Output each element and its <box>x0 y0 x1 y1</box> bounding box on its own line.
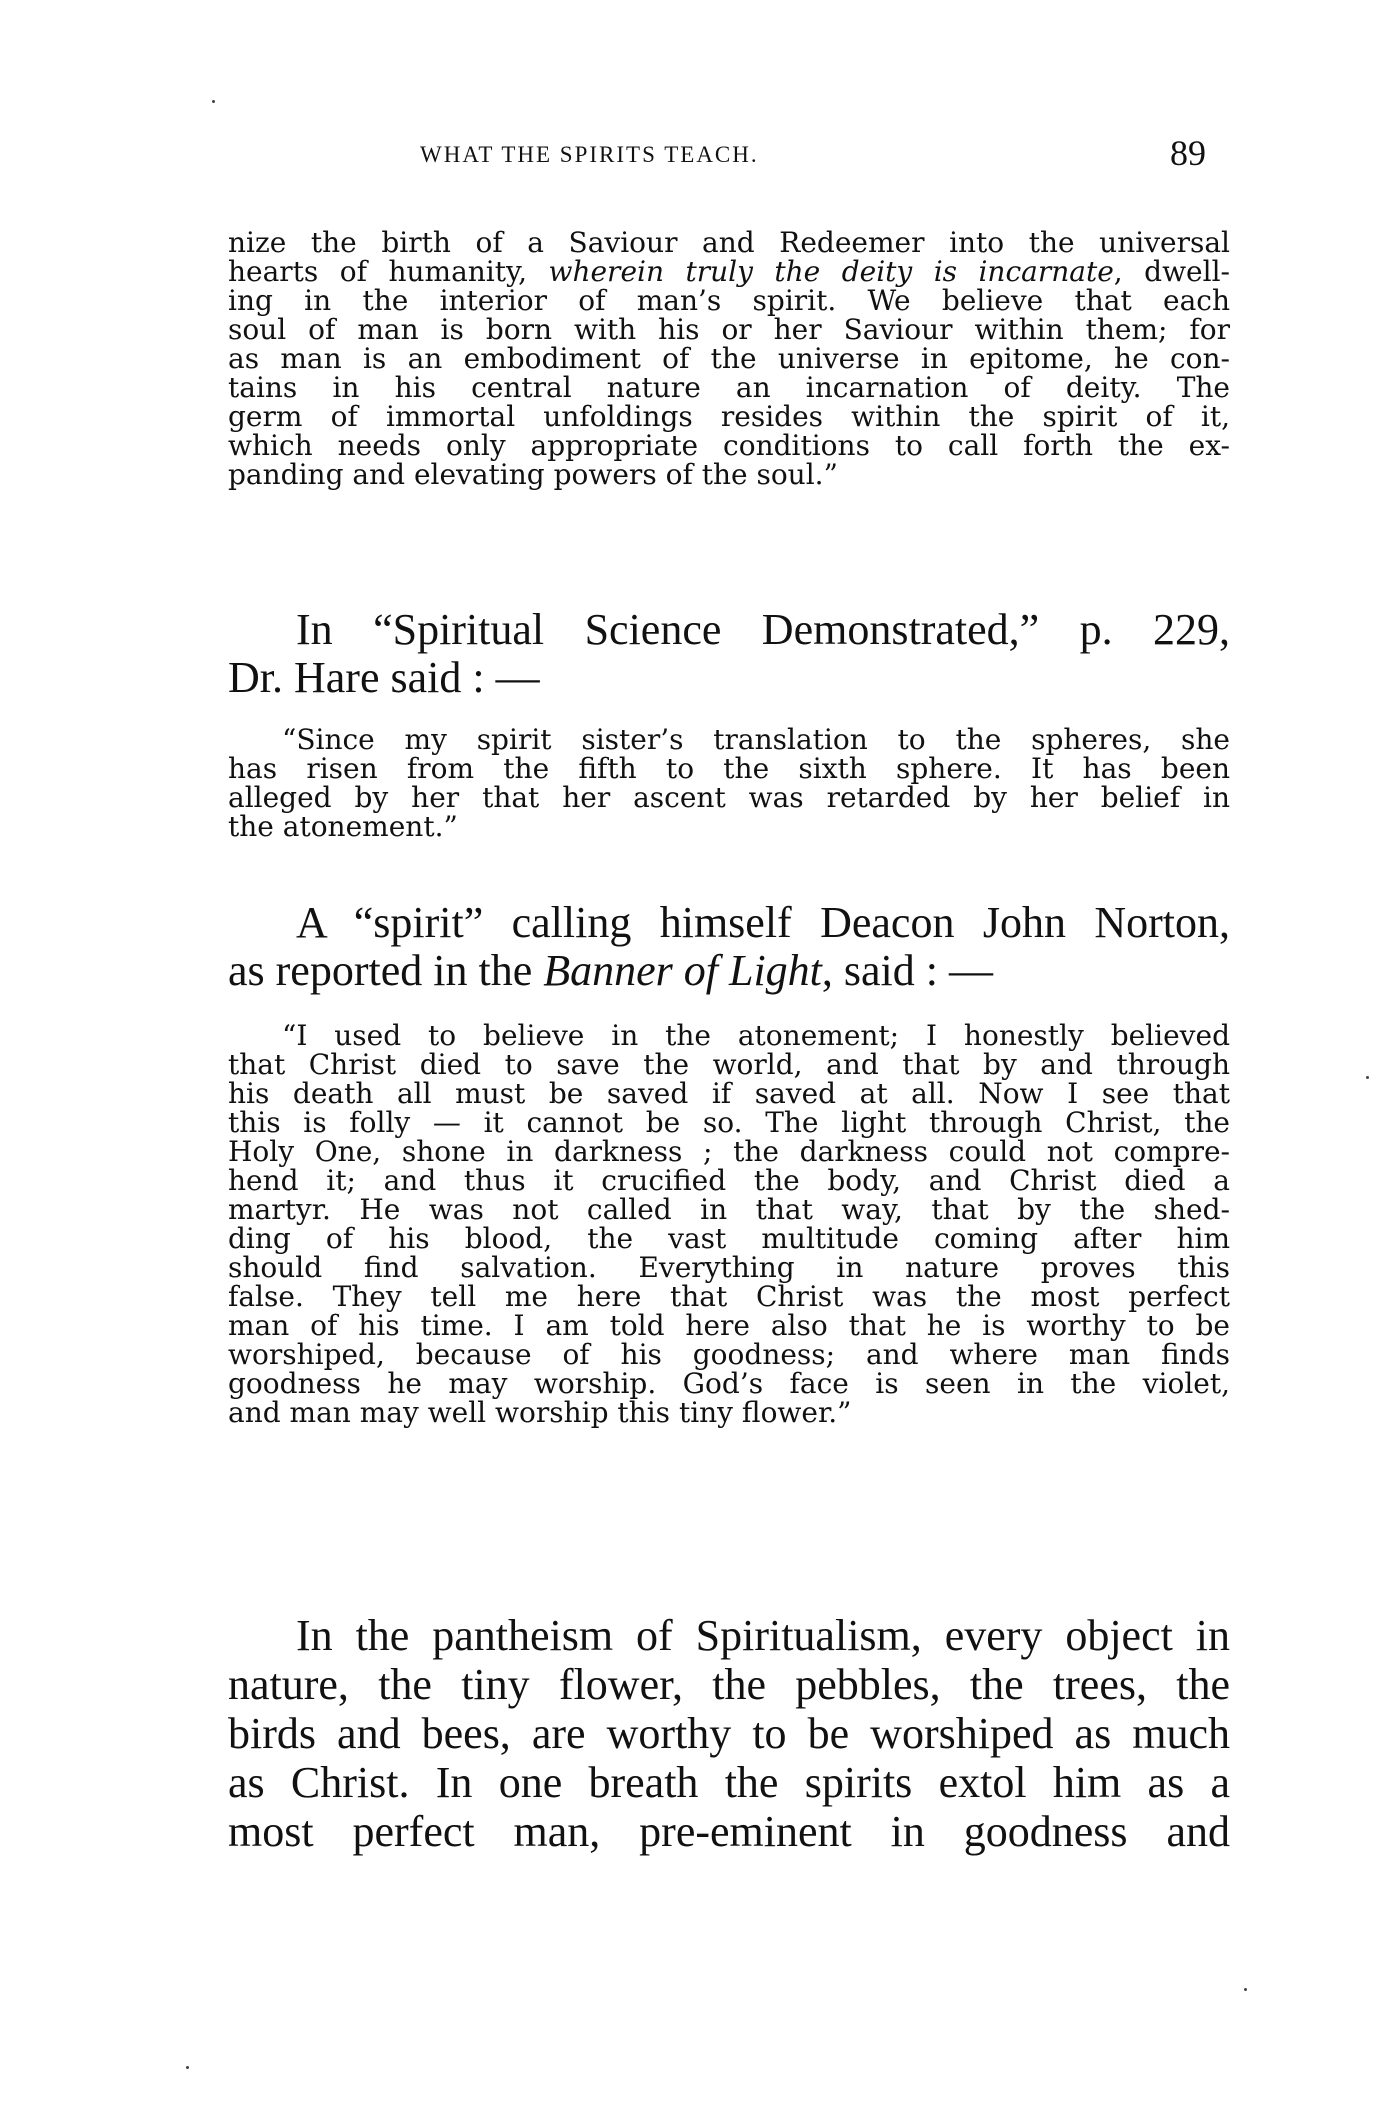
text-line: most perfect man, pre-eminent in goodness and <box>228 1807 1230 1856</box>
text-line: the atonement.” <box>228 810 458 843</box>
text-line: germ of immortal unfoldings resides within the spirit of it, <box>228 400 1230 433</box>
text-line: In the pantheism of Spiritualism, every object in <box>296 1611 1230 1660</box>
italic-title: Banner of Light <box>543 946 822 995</box>
text-segment: , dwell- <box>1113 255 1230 288</box>
scan-speck <box>186 2066 189 2069</box>
text-line: this is folly — it cannot be so. The light through Christ, the <box>228 1106 1230 1139</box>
scan-speck <box>1244 1988 1247 1991</box>
text-line: his death all must be saved if saved at all. Now I see that <box>228 1077 1230 1110</box>
text-line: and man may well worship this tiny flower.” <box>228 1396 852 1429</box>
text-line: Holy One, shone in darkness ; the darkness could not compre- <box>228 1135 1230 1168</box>
text-line: A “spirit” calling himself Deacon John Norton, <box>296 898 1230 947</box>
italic-phrase: wherein truly the deity is incarnate <box>548 255 1114 288</box>
text-line: tains in his central nature an incarnation of deity. The <box>228 371 1230 404</box>
text-line: Dr. Hare said : — <box>228 653 540 702</box>
text-line: false. They tell me here that Christ was the most perfect <box>228 1280 1230 1313</box>
running-title: WHAT THE SPIRITS TEACH. <box>420 142 759 167</box>
text-line <box>228 945 1230 996</box>
text-line: soul of man is born with his or her Saviour within them; for <box>228 313 1230 346</box>
text-line: alleged by her that her ascent was retarded by her belief in <box>228 781 1230 814</box>
text-line: that Christ died to save the world, and that by and through <box>228 1048 1230 1081</box>
text-line: man of his time. I am told here also that he is worthy to be <box>228 1309 1230 1342</box>
text-line: which needs only appropriate conditions to call forth the ex- <box>228 429 1230 462</box>
text-line: panding and elevating powers of the soul.” <box>228 458 838 491</box>
text-line: nize the birth of a Saviour and Redeemer into the universal <box>228 226 1230 259</box>
text-line: martyr. He was not called in that way, that by the shed- <box>228 1193 1230 1226</box>
text-line: birds and bees, are worthy to be worshiped as much <box>228 1709 1230 1758</box>
text-line: should find salvation. Everything in nature proves this <box>228 1251 1230 1284</box>
text-line: “Since my spirit sister’s translation to the spheres, she <box>282 723 1230 756</box>
text-segment: hearts of humanity, <box>228 255 528 288</box>
text-line: hend it; and thus it crucified the body, and Christ died a <box>228 1164 1230 1197</box>
text-line: ding of his blood, the vast multitude coming after him <box>228 1222 1230 1255</box>
text-segment: as reported in the <box>228 946 533 995</box>
text-line: nature, the tiny flower, the pebbles, the trees, the <box>228 1660 1230 1709</box>
text-segment: , said : — <box>821 946 994 995</box>
text-line: goodness he may worship. God’s face is seen in the violet, <box>228 1367 1230 1400</box>
text-line: In “Spiritual Science Demonstrated,” p. 229, <box>296 605 1230 654</box>
scan-speck <box>212 100 215 103</box>
text-line: “I used to believe in the atonement; I honestly believed <box>282 1019 1230 1052</box>
text-line: as Christ. In one breath the spirits extol him as a <box>228 1758 1230 1807</box>
text-line: ing in the interior of man’s spirit. We believe that each <box>228 284 1230 317</box>
page-number: 89 <box>1170 133 1206 173</box>
scan-speck <box>1366 1076 1369 1079</box>
text-line: has risen from the fifth to the sixth sphere. It has been <box>228 752 1230 785</box>
text-line: worshiped, because of his goodness; and where man finds <box>228 1338 1230 1371</box>
text-line: as man is an embodiment of the universe in epitome, he con- <box>228 342 1230 375</box>
